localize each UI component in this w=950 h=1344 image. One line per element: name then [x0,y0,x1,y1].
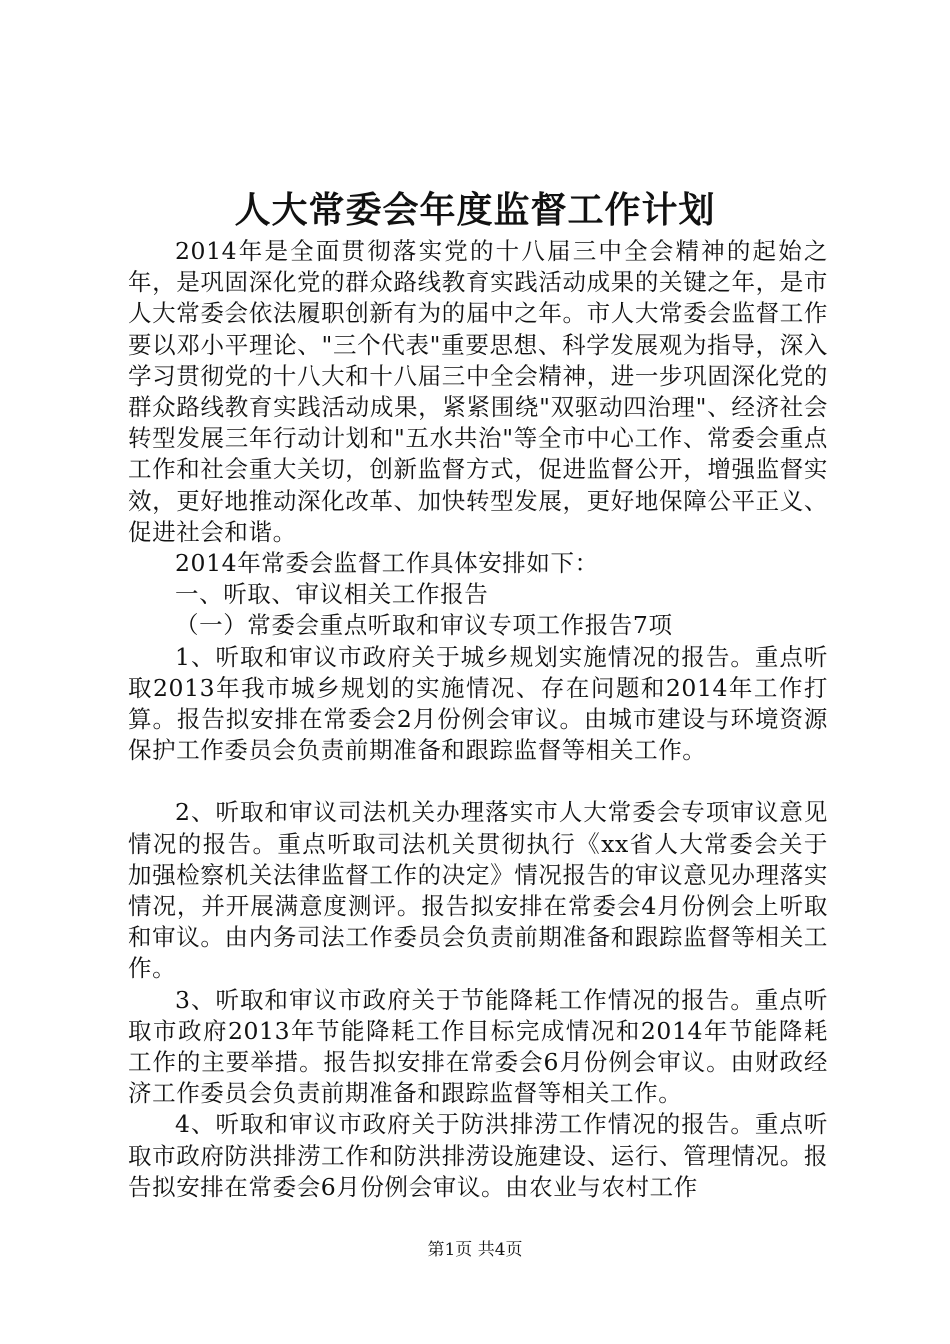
paragraph-intro: 2014年是全面贯彻落实党的十八届三中全会精神的起始之年，是巩固深化党的群众路线教育实践活动成果的关键之年，是市人大常委会依法履职创新有为的届中之年。市人大常委会监督工作要以邓小平理论、"三个代表"重要思想、科学发展观为指导，深入学习贯彻党的十八大和十八届三中全会精神，进一步巩固深化党的群众路线教育实践活动成果，紧紧围绕"双驱动四治理"、经济社会转型发展三年行动计划和"五水共治"等全市中心工作、常委会重点工作和社会重大关切，创新监督方式，促进监督公开，增强监督实效，更好地推动深化改革、加快转型发展，更好地保障公平正义、促进社会和谐。 [128,237,828,546]
section-heading-1: 一、听取、审议相关工作报告 [175,580,489,609]
page-number-footer: 第1页 共4页 [427,1240,523,1260]
document-title: 人大常委会年度监督工作计划 [234,189,716,231]
document-body [128,236,828,1203]
list-item-1: 1、听取和审议市政府关于城乡规划实施情况的报告。重点听取2013年我市城乡规划的实施情况、存在问题和2014年工作打算。报告拟安排在常委会2月份例会审议。由城市建设与环境资源保护工作委员会负责前期准备和跟踪监督等相关工作。 [128,642,828,765]
list-item-2: 2、听取和审议司法机关办理落实市人大常委会专项审议意见情况的报告。重点听取司法机关贯彻执行《xx省人大常委会关于加强检察机关法律监督工作的决定》情况报告的审议意见办理落实情况，并开展满意度测评。报告拟安排在常委会4月份例会上听取和审议。由内务司法工作委员会负责前期准备和跟踪监督等相关工作。 [128,798,828,983]
list-item-4: 4、听取和审议市政府关于防洪排涝工作情况的报告。重点听取市政府防洪排涝工作和防洪排涝设施建设、运行、管理情况。报告拟安排在常委会6月份例会审议。由农业与农村工作 [128,1110,828,1201]
list-item-3: 3、听取和审议市政府关于节能降耗工作情况的报告。重点听取市政府2013年节能降耗工作目标完成情况和2014年节能降耗工作的主要举措。报告拟安排在常委会6月份例会审议。由财政经济工作委员会负责前期准备和跟踪监督等相关工作。 [128,985,828,1108]
paragraph-arrangement: 2014年常委会监督工作具体安排如下： [175,549,599,578]
subsection-heading-1: （一）常委会重点听取和审议专项工作报告7项 [175,611,673,640]
